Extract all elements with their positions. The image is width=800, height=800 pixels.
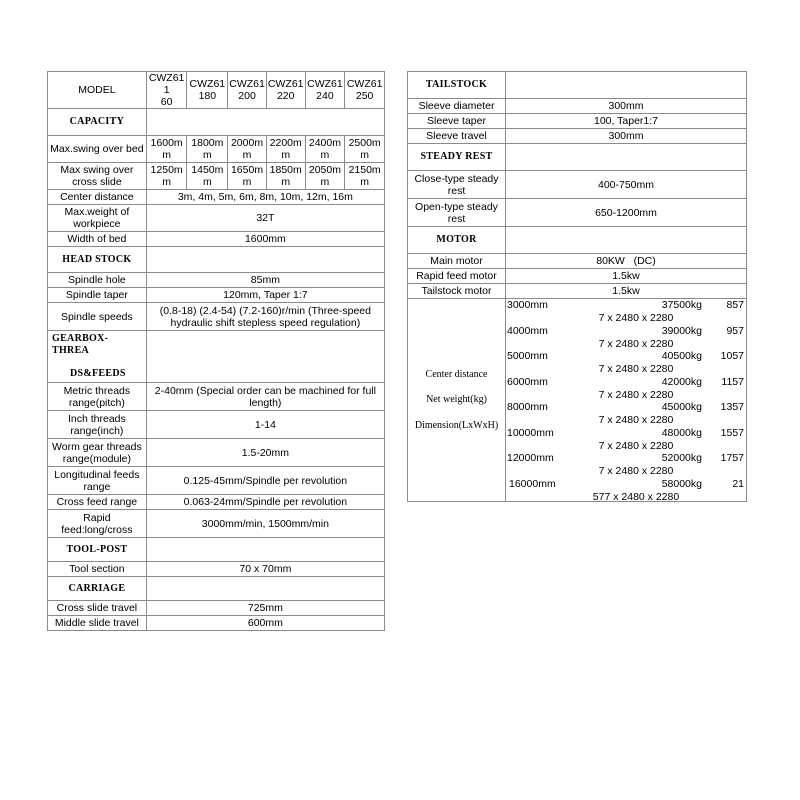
spec-entry <box>506 427 746 453</box>
spec-row <box>48 232 385 247</box>
net-weight-value: 45000kg <box>661 401 702 413</box>
left-spec-table <box>47 71 385 631</box>
dimension-prefix-value: 1157 <box>721 375 744 388</box>
spec-row <box>408 284 747 299</box>
dimension-value: 577 x 2480 x 2280 <box>592 490 680 502</box>
dimension-prefix-value: 1757 <box>720 452 744 464</box>
center-distance-value: 3m, 4m, 5m, 6m, 8m, 10m, 12m, 16m <box>146 190 384 205</box>
section-head-stock: HEAD STOCK <box>48 247 147 273</box>
swing-bed-label: Max.swing over bed <box>48 136 147 163</box>
dimension-value: 7 x 2480 x 2280 <box>598 312 674 324</box>
center-distance-label: Center distance <box>48 190 147 205</box>
swing-slide-value: 2150m m <box>345 163 385 190</box>
rapid-feed-label: Rapid feed:long/cross <box>48 510 147 538</box>
center-distance-value: 12000mm <box>507 452 554 464</box>
spec-row <box>408 299 747 502</box>
spindle-speeds-value: (0.8-18) (2.4-54) (7.2-160)r/min (Three-speed hydraulic shift stepless speed regulation) <box>146 303 384 331</box>
spec-row <box>408 114 747 129</box>
rapid-feed-value: 3000mm/min, 1500mm/min <box>146 510 384 538</box>
net-weight-value: 52000kg <box>661 452 702 464</box>
metric-threads-value: 2-40mm (Special order can be machined for full length) <box>146 383 384 411</box>
spec-labels-cell <box>408 299 506 502</box>
worm-threads-value: 1.5-20mm <box>146 439 384 467</box>
spec-row <box>48 495 385 510</box>
sleeve-diameter-label: Sleeve diameter <box>408 99 506 114</box>
section-carriage: CARRIAGE <box>48 577 147 601</box>
spec-row <box>48 383 385 411</box>
middle-slide-label: Middle slide travel <box>48 616 147 631</box>
inch-threads-value: 1-14 <box>146 411 384 439</box>
dimension-value: 7 x 2480 x 2280 <box>598 337 674 350</box>
long-feeds-value: 0.125-45mm/Spindle per revolution <box>146 467 384 495</box>
tail-motor-value: 1.5kw <box>506 284 747 299</box>
dimension-heading: Dimension(LxWxH) <box>414 420 499 431</box>
rapid-motor-label: Rapid feed motor <box>408 269 506 284</box>
spec-entry <box>506 452 746 478</box>
spec-entry <box>506 376 746 402</box>
model-col: CWZ611 60 <box>146 72 187 109</box>
center-distance-heading: Center distance <box>425 369 488 380</box>
model-col: CWZ61 180 <box>187 72 228 109</box>
swing-slide-value: 1250mm <box>146 163 187 190</box>
dimension-prefix-value: 1557 <box>720 426 744 439</box>
dimension-prefix-value: 957 <box>726 324 744 337</box>
spec-entry <box>506 350 746 376</box>
section-motor: MOTOR <box>408 227 506 254</box>
net-weight-value: 58000kg <box>661 477 702 490</box>
open-rest-value: 650-1200mm <box>506 199 747 227</box>
close-rest-label: Close-type steady rest <box>408 171 506 199</box>
dimension-value: 7 x 2480 x 2280 <box>598 414 674 426</box>
center-distance-value: 6000mm <box>507 375 548 388</box>
dimension-value: 7 x 2480 x 2280 <box>598 388 674 401</box>
spindle-hole-label: Spindle hole <box>48 273 147 288</box>
center-distance-value: 4000mm <box>507 324 548 337</box>
swing-bed-value: 2000m m <box>228 136 267 163</box>
spec-row <box>48 439 385 467</box>
center-distance-value: 16000mm <box>509 477 556 490</box>
swing-slide-label: Max swing over cross slide <box>48 163 147 190</box>
spec-row <box>408 129 747 144</box>
max-weight-label: Max.weight of workpiece <box>48 205 147 232</box>
model-label: MODEL <box>48 72 147 109</box>
spindle-hole-value: 85mm <box>146 273 384 288</box>
section-capacity: CAPACITY <box>48 109 147 136</box>
section-row <box>408 144 747 171</box>
close-rest-value: 400-750mm <box>506 171 747 199</box>
spindle-taper-label: Spindle taper <box>48 288 147 303</box>
open-rest-label: Open-type steady rest <box>408 199 506 227</box>
spec-row <box>48 562 385 577</box>
spec-row <box>408 199 747 227</box>
swing-bed-value: 2400m m <box>305 136 345 163</box>
sleeve-travel-value: 300mm <box>506 129 747 144</box>
section-row <box>408 72 747 99</box>
net-weight-value: 48000kg <box>661 426 702 439</box>
spec-row <box>48 288 385 303</box>
long-feeds-label: Longitudinal feeds range <box>48 467 147 495</box>
section-row <box>48 109 385 136</box>
sleeve-diameter-value: 300mm <box>506 99 747 114</box>
max-weight-value: 32T <box>146 205 384 232</box>
model-col: CWZ61 250 <box>345 72 385 109</box>
section-steady-rest: STEADY REST <box>408 144 506 171</box>
main-motor-label: Main motor <box>408 254 506 269</box>
tail-motor-label: Tailstock motor <box>408 284 506 299</box>
spindle-speeds-label: Spindle speeds <box>48 303 147 331</box>
spec-row <box>408 171 747 199</box>
tool-section-label: Tool section <box>48 562 147 577</box>
dimension-value: 7 x 2480 x 2280 <box>598 363 674 375</box>
tool-section-value: 70 x 70mm <box>146 562 384 577</box>
spec-entry <box>506 325 746 351</box>
center-distance-value: 5000mm <box>507 350 548 362</box>
spec-row <box>48 616 385 631</box>
model-col: CWZ61 200 <box>228 72 267 109</box>
net-weight-value: 40500kg <box>661 350 702 362</box>
center-distance-value: 8000mm <box>507 401 548 413</box>
section-gearbox <box>48 331 147 383</box>
section-tailstock: TAILSTOCK <box>408 72 506 99</box>
spec-values-cell <box>506 299 747 502</box>
spec-row <box>408 269 747 284</box>
spec-entry <box>506 299 746 325</box>
spindle-taper-value: 120mm, Taper 1:7 <box>146 288 384 303</box>
main-motor-value: 80KW (DC) <box>506 254 747 269</box>
spec-row <box>408 99 747 114</box>
swing-slide-value: 2050m m <box>305 163 345 190</box>
bed-width-label: Width of bed <box>48 232 147 247</box>
model-col: CWZ61 240 <box>305 72 345 109</box>
spec-row <box>48 411 385 439</box>
swing-bed-value: 1600m m <box>146 136 187 163</box>
swing-bed-value: 2500m m <box>345 136 385 163</box>
right-spec-table <box>407 71 747 502</box>
swing-slide-value: 1850m m <box>266 163 305 190</box>
sleeve-taper-value: 100, Taper1:7 <box>506 114 747 129</box>
model-col: CWZ61 220 <box>266 72 305 109</box>
spec-entry <box>506 478 746 502</box>
net-weight-heading: Net weight(kg) <box>426 394 487 405</box>
swing-slide-value: 1450m m <box>187 163 228 190</box>
center-distance-value: 10000mm <box>507 426 554 439</box>
spec-row <box>48 273 385 288</box>
net-weight-value: 39000kg <box>661 324 702 337</box>
dimension-prefix-value: 1057 <box>720 350 744 362</box>
net-weight-value: 37500kg <box>661 299 702 311</box>
rapid-motor-value: 1.5kw <box>506 269 747 284</box>
dimension-prefix-value: 21 <box>732 477 744 490</box>
spec-row <box>48 467 385 495</box>
swing-bed-value: 2200m m <box>266 136 305 163</box>
spec-row <box>48 303 385 331</box>
section-row <box>48 538 385 562</box>
metric-threads-label: Metric threads range(pitch) <box>48 383 147 411</box>
cross-feed-label: Cross feed range <box>48 495 147 510</box>
bed-width-value: 1600mm <box>146 232 384 247</box>
cross-feed-value: 0.063-24mm/Spindle per revolution <box>146 495 384 510</box>
cross-slide-label: Cross slide travel <box>48 601 147 616</box>
swing-slide-value: 1650m m <box>228 163 267 190</box>
swing-bed-value: 1800m m <box>187 136 228 163</box>
spec-row <box>48 190 385 205</box>
section-row <box>48 247 385 273</box>
sleeve-travel-label: Sleeve travel <box>408 129 506 144</box>
section-row <box>48 331 385 383</box>
cross-slide-value: 725mm <box>146 601 384 616</box>
spec-entry <box>506 401 746 427</box>
model-row <box>48 72 385 109</box>
section-row <box>408 227 747 254</box>
dimension-value: 7 x 2480 x 2280 <box>598 465 674 477</box>
middle-slide-value: 600mm <box>146 616 384 631</box>
spec-row <box>48 136 385 163</box>
center-distance-value: 3000mm <box>507 299 548 311</box>
inch-threads-label: Inch threads range(inch) <box>48 411 147 439</box>
section-tool-post: TOOL-POST <box>48 538 147 562</box>
spec-row <box>48 205 385 232</box>
spec-row <box>408 254 747 269</box>
sleeve-taper-label: Sleeve taper <box>408 114 506 129</box>
dimension-prefix-value: 1357 <box>720 401 744 413</box>
spec-row <box>48 510 385 538</box>
spec-row <box>48 163 385 190</box>
spec-row <box>48 601 385 616</box>
dimension-value: 7 x 2480 x 2280 <box>598 439 674 452</box>
worm-threads-label: Worm gear threads range(module) <box>48 439 147 467</box>
net-weight-value: 42000kg <box>661 375 702 388</box>
gearbox-title-line2: DS&FEEDS <box>70 368 126 379</box>
gearbox-title-line1: GEARBOX-THREA <box>52 333 109 356</box>
section-row <box>48 577 385 601</box>
dimension-prefix-value: 857 <box>726 299 744 311</box>
